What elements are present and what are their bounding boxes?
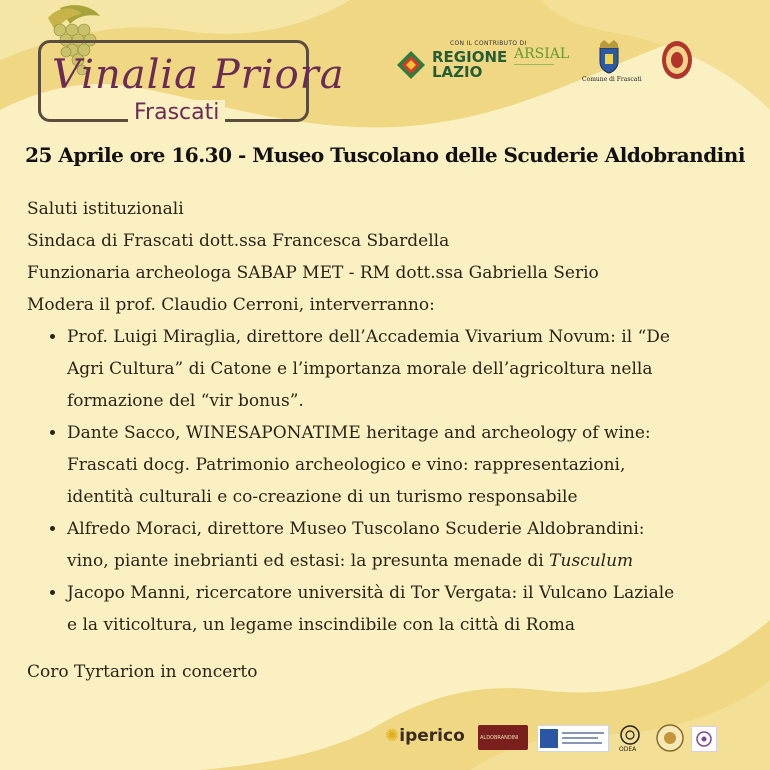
aldobrandini-label: ALDOBRANDINI xyxy=(480,735,519,741)
closing-line: Coro Tyrtarion in concerto xyxy=(27,662,258,682)
intro-line: Sindaca di Frascati dott.ssa Francesca Sbardella xyxy=(27,231,450,251)
emblem-icon xyxy=(692,727,716,751)
star-icon: ✺ xyxy=(385,726,400,746)
event-headline: 25 Aprile ore 16.30 - Museo Tuscolano delle Scuderie Aldobrandini xyxy=(25,143,745,167)
regione-label: REGIONE xyxy=(432,48,508,66)
intro-line: Saluti istituzionali xyxy=(27,199,184,219)
speaker-line: Agri Cultura” di Catone e l’importanza morale dell’agricoltura nella xyxy=(67,359,653,379)
speaker-line: • Dante Sacco, WINESAPONATIME heritage and archeology of wine: xyxy=(67,423,651,443)
gold-seal-icon xyxy=(655,722,685,754)
list-item xyxy=(67,513,742,577)
top-sponsors xyxy=(396,40,746,90)
speaker-line: • Prof. Luigi Miraglia, direttore dell’Accademia Vivarium Novum: il “De xyxy=(67,327,670,347)
vinalia-priora-logo xyxy=(30,0,345,125)
odea-label: ODEA xyxy=(619,746,637,753)
contrib-label: CON IL CONTRIBUTO DI xyxy=(450,40,527,47)
bottom-sponsors xyxy=(385,720,725,758)
list-item xyxy=(67,577,742,641)
regione-lazio-icon xyxy=(396,50,426,80)
odea-icon xyxy=(619,724,641,746)
intro-line: Modera il prof. Claudio Cerroni, interverranno: xyxy=(27,295,435,315)
institution-logo xyxy=(537,725,609,752)
logo-title: Vinalia Priora xyxy=(52,52,345,98)
iperico-label: iperico xyxy=(399,726,465,746)
speaker-line: • Jacopo Manni, ricercatore università di Tor Vergata: il Vulcano Laziale xyxy=(67,583,675,603)
list-item xyxy=(67,417,742,513)
list-item xyxy=(67,321,742,417)
lazio-label: LAZIO xyxy=(432,63,483,81)
speakers-list xyxy=(27,321,742,641)
speaker-line-text: vino, piante inebrianti ed estasi: la presunta menade di xyxy=(67,551,550,571)
red-seal-icon xyxy=(660,40,694,84)
speaker-line: Frascati docg. Patrimonio archeologico e vino: rappresentazioni, xyxy=(67,455,626,475)
comune-frascati-label: Comune di Frascati xyxy=(582,76,642,83)
speaker-line xyxy=(67,545,742,577)
arsial-logo: ARSIAL xyxy=(514,46,570,62)
speaker-line: • Alfredo Moraci, direttore Museo Tuscolano Scuderie Aldobrandini: xyxy=(67,519,645,539)
speaker-line-italic: Tusculum xyxy=(549,551,634,571)
speaker-line: formazione del “vir bonus”. xyxy=(67,391,304,411)
speaker-line: identità culturali e co-creazione di un turismo responsabile xyxy=(67,487,578,507)
program-text xyxy=(27,193,742,641)
institution-icon xyxy=(538,726,608,751)
purple-emblem xyxy=(691,726,717,752)
coat-of-arms-icon xyxy=(596,40,622,74)
regione-lazio-logo xyxy=(432,50,507,80)
logo-subtitle: Frascati xyxy=(128,100,225,125)
iperico-logo xyxy=(385,726,465,746)
intro-line: Funzionaria archeologa SABAP MET - RM dott.ssa Gabriella Serio xyxy=(27,263,599,283)
arsial-underline xyxy=(514,64,554,81)
speaker-line: e la viticoltura, un legame inscindibile con la città di Roma xyxy=(67,615,576,635)
